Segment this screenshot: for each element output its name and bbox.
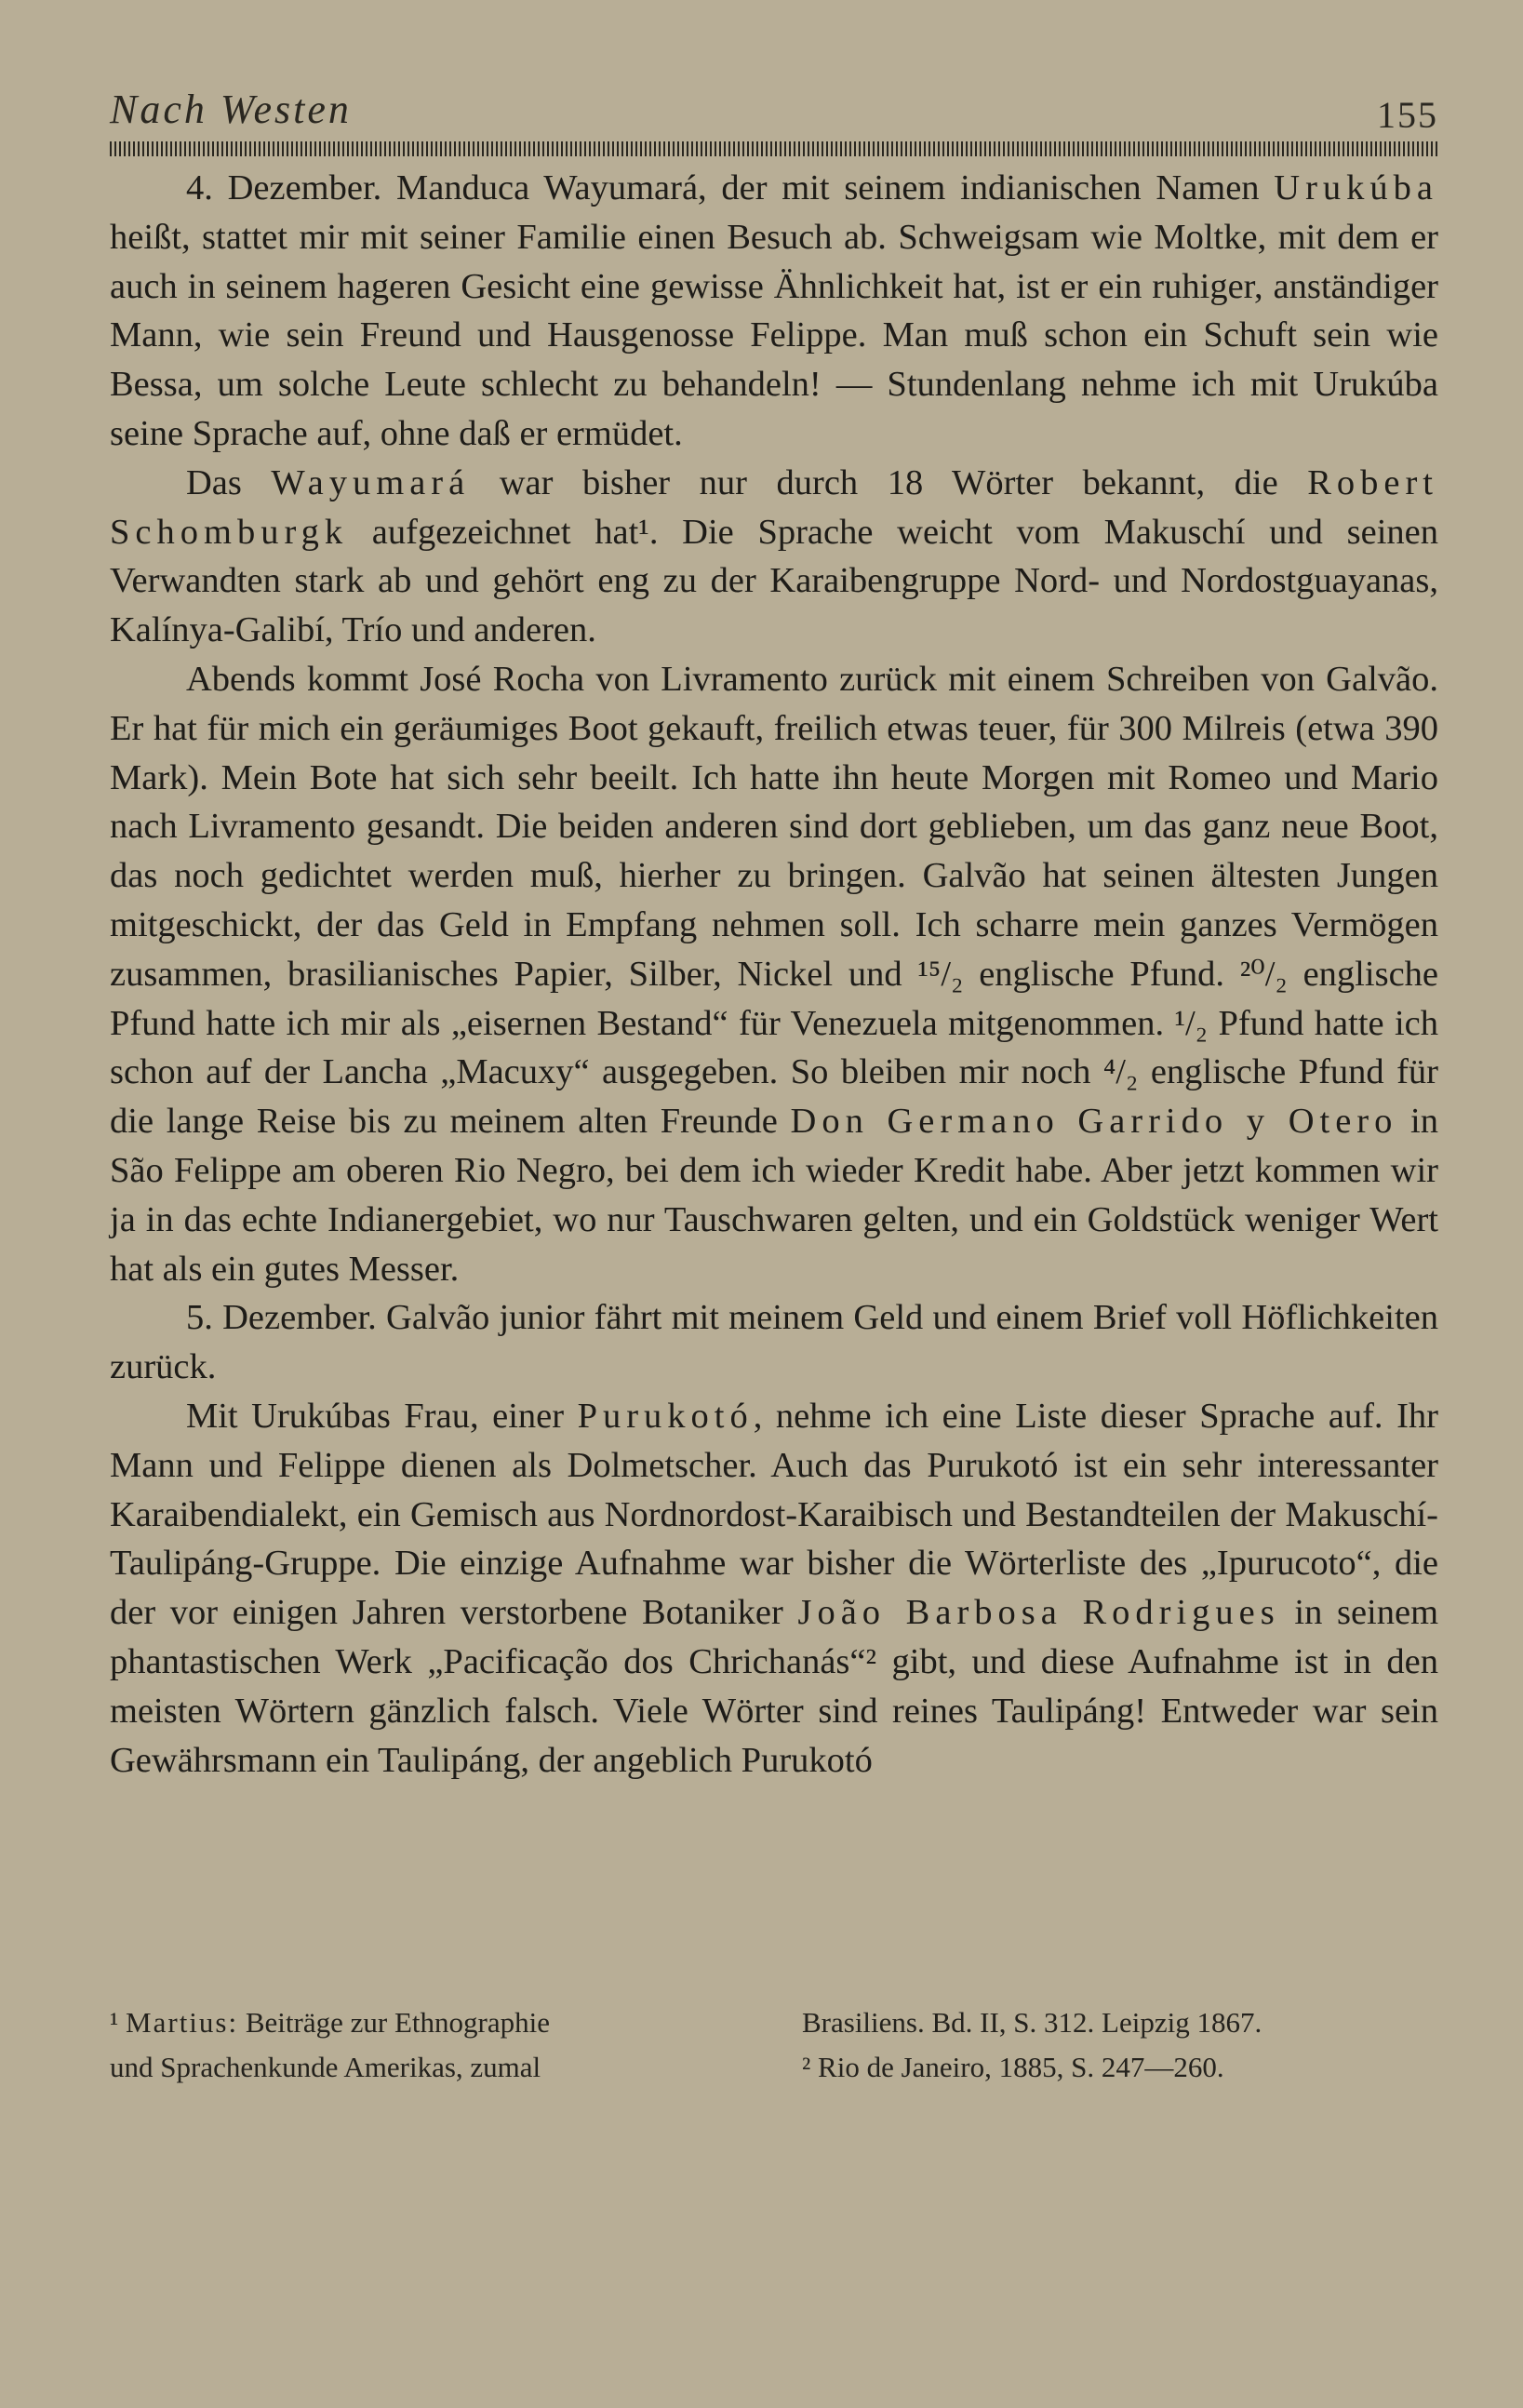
footnote-1-line-2: und Sprachenkunde Amerikas, zumal [110,2051,541,2083]
body-text [110,164,1438,1785]
header-rule [110,141,1438,156]
footnote-author: Martius: [126,2006,239,2039]
paragraph-3: Abends kommt José Rocha von Livramento zurück mit einem Schreiben von Galvão. Er hat für mich ein geräumiges Boot gekauft, freilich etwas teuer, für 300 Milreis (etwa 390 Mark). Mein Bote hat sich sehr beeilt. Ich hatte ihn heute Morgen mit Romeo und Mario nach Livramento gesandt. Die beiden anderen sind dort geblieben, um das ganz neue Boot, das noch gedichtet werden muß, hierher zu bringen. Galvão hat seinen ältesten Jungen mitgeschickt, der das Geld in Empfang nehmen soll. Ich scharre mein ganzes Vermögen zusammen, brasilianisches Papier, Silber, Nickel und ¹⁵/₂ englische Pfund. ²⁰/₂ englische Pfund hatte ich mir als „eisernen Bestand“ für Venezuela mitgenommen. ¹/₂ Pfund hatte ich schon auf der Lancha „Macuxy“ ausgegeben. So bleiben mir noch ⁴/₂ englische Pfund für die lange Reise bis zu meinem alten Freunde Don Germano Garrido y Otero in São Felippe am oberen Rio Negro, bei dem ich wieder Kredit habe. Aber jetzt kommen wir ja in das echte Indianergebiet, wo nur Tauschwaren gelten, und ein Goldstück weniger Wert hat als ein gutes Messer. [110,659,1438,1289]
spaced-name: Wayumará [271,462,471,502]
footnote-1-line-3: Brasiliens. Bd. II, S. 312. Leipzig 1867. [802,2006,1262,2039]
footnote-2: ² Rio de Janeiro, 1885, S. 247—260. [802,2051,1224,2083]
spaced-name: Purukotó [577,1396,754,1436]
spaced-name: João Barbosa Rodrigues [797,1593,1280,1633]
page-header [110,86,1438,141]
spaced-name: Don Germano Garrido y Otero [790,1102,1398,1142]
paragraph-5: Mit Urukúbas Frau, einer Purukotó, nehme ich eine Liste dieser Sprache auf. Ihr Mann und Felippe dienen als Dolmetscher. Auch das Purukotó ist ein sehr interessanter Karaibendialekt, ein Gemisch aus Nordnordost-Karaibisch und Bestandteilen der Makuschí-Taulipáng-Gruppe. Die einzige Aufnahme war bisher die Wörterliste des „Ipurucoto“, die der vor einigen Jahren verstorbene Botaniker João Barbosa Rodrigues in seinem phantastischen Werk „Pacificação dos Chrichanás“² gibt, und diese Aufnahme ist in den meisten Wörtern gänzlich falsch. Viele Wörter sind reines Taulipáng! Entweder war sein Gewährsmann ein Taulipáng, der angeblich Purukotó [110,1396,1439,1780]
paragraph-2: Das Wayumará war bisher nur durch 18 Wörter bekannt, die Robert Schomburgk aufgezeichnet hat¹. Die Sprache weicht vom Makuschí und seinen Verwandten stark ab und gehört eng zu der Karaibengruppe Nord- und Nordostguayanas, Kalínya-Galibí, Trío und anderen. [110,462,1438,650]
running-title: Nach Westen [110,87,352,132]
footnote-column-left [110,2000,761,2090]
page-number: 155 [1377,94,1438,136]
footnote-1-line-1: ¹ Martius: Beiträge zur Ethnographie [110,2006,550,2039]
paragraph-4: 5. Dezember. Galvão junior fährt mit meinem Geld und einem Brief voll Höflichkeiten zurück. [110,1298,1438,1387]
spaced-name: Robert Schomburgk [110,462,1438,552]
footnote-column-right [802,2000,1444,2090]
spaced-name: Urukúba [1274,168,1438,207]
paragraph-1: 4. Dezember. Manduca Wayumará, der mit seinem indianischen Namen Urukúba heißt, stattet mir mit seiner Familie einen Besuch ab. Schweigsam wie Moltke, mit dem er auch in seinem hageren Gesicht eine gewisse Ähnlichkeit hat, ist er ein ruhiger, anständiger Mann, wie sein Freund und Hausgenosse Felippe. Man muß schon ein Schuft sein wie Bessa, um solche Leute schlecht zu behandeln! — Stundenlang nehme ich mit Urukúba seine Sprache auf, ohne daß er ermüdet. [110,168,1438,453]
